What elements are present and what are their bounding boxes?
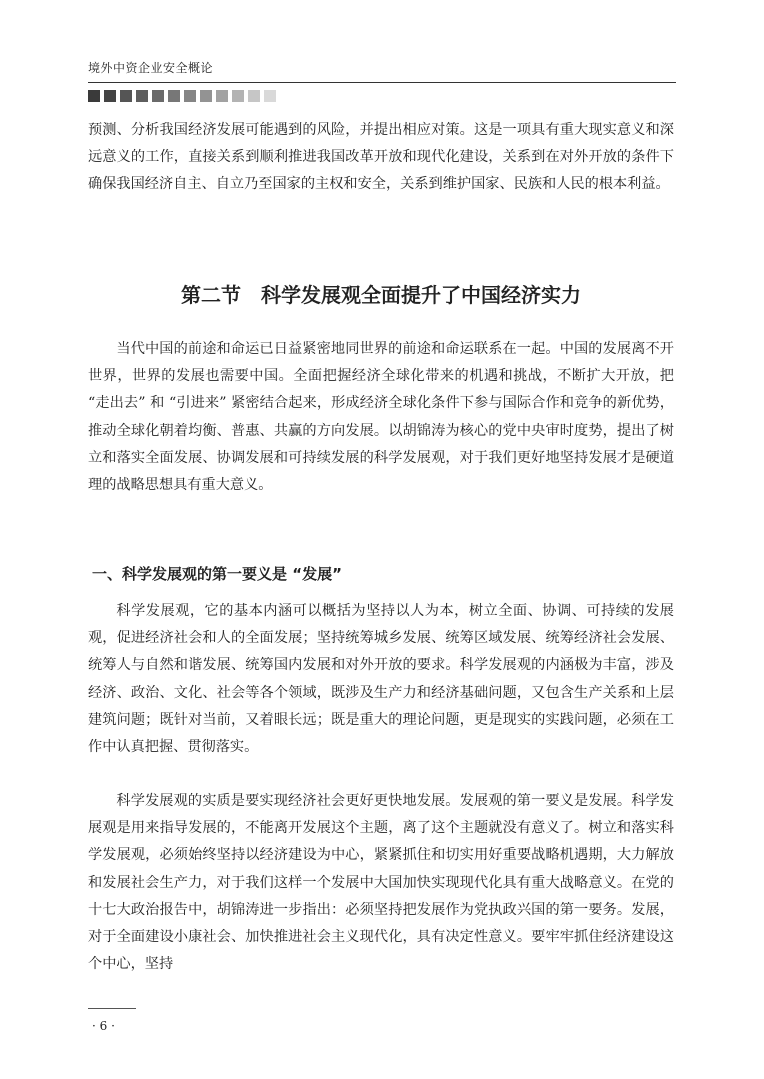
decorative-square — [168, 90, 180, 102]
paragraph-1: 当代中国的前途和命运已日益紧密地同世界的前途和命运联系在一起。中国的发展离不开世界，世界的发展也需要中国。全面把握经济全球化带来的机遇和挑战，不断扩大开放，把 “走出去” 和 “引进来” 紧密结合起来，形成经济全球化条件下参与国际合作和竞争的新优势，推动全球化朝着均衡、普惠、共赢的方向发展。以胡锦涛为核心的党中央审时度势，提出了树立和落实全面发展、协调发展和可持续发展的科学发展观，对于我们更好地坚持发展才是硬道理的战略思想具有重大意义。 — [88, 341, 674, 494]
decorative-square — [264, 90, 276, 102]
section-title: 第二节 科学发展观全面提升了中国经济实力 — [181, 283, 581, 307]
running-header — [88, 60, 676, 76]
subheading: 一、科学发展观的第一要义是 “发展” — [92, 565, 342, 583]
decorative-square — [232, 90, 244, 102]
page-number: · 6 · — [92, 1019, 115, 1033]
decorative-square — [248, 90, 260, 102]
decorative-squares — [88, 90, 276, 102]
decorative-square — [136, 90, 148, 102]
decorative-square — [216, 90, 228, 102]
decorative-square — [152, 90, 164, 102]
decorative-square — [120, 90, 132, 102]
decorative-square — [184, 90, 196, 102]
decorative-square — [88, 90, 100, 102]
running-header-title: 境外中资企业安全概论 — [88, 61, 214, 75]
continuation-paragraph: 预测、分析我国经济发展可能遇到的风险，并提出相应对策。这是一项具有重大现实意义和深远意义的工作，直接关系到顺利推进我国改革开放和现代化建设，关系到在对外开放的条件下确保我国经济自主、自立乃至国家的主权和安全，关系到维护国家、民族和人民的根本利益。 — [88, 122, 674, 193]
footer-rule — [88, 1008, 136, 1009]
header-rule — [88, 82, 676, 83]
paragraph-2: 科学发展观，它的基本内涵可以概括为坚持以人为本，树立全面、协调、可持续的发展观，促进经济社会和人的全面发展；坚持统筹城乡发展、统筹区域发展、统筹经济社会发展、统筹人与自然和谐发展、统筹国内发展和对外开放的要求。科学发展观的内涵极为丰富，涉及经济、政治、文化、社会等各个领域，既涉及生产力和经济基础问题，又包含生产关系和上层建筑问题；既针对当前，又着眼长远；既是重大的理论问题，更是现实的实践问题，必须在工作中认真把握、贯彻落实。 — [88, 603, 674, 756]
decorative-square — [200, 90, 212, 102]
paragraph-3: 科学发展观的实质是要实现经济社会更好更快地发展。发展观的第一要义是发展。科学发展观是用来指导发展的，不能离开发展这个主题，离了这个主题就没有意义了。树立和落实科学发展观，必须始终坚持以经济建设为中心，紧紧抓住和切实用好重要战略机遇期，大力解放和发展社会生产力，对于我们这样一个发展中大国加快实现现代化具有重大战略意义。在党的十七大政治报告中，胡锦涛进一步指出：必须坚持把发展作为党执政兴国的第一要务。发展，对于全面建设小康社会、加快推进社会主义现代化，具有决定性意义。要牢牢抓住经济建设这个中心，坚持 — [88, 793, 674, 973]
decorative-square — [104, 90, 116, 102]
